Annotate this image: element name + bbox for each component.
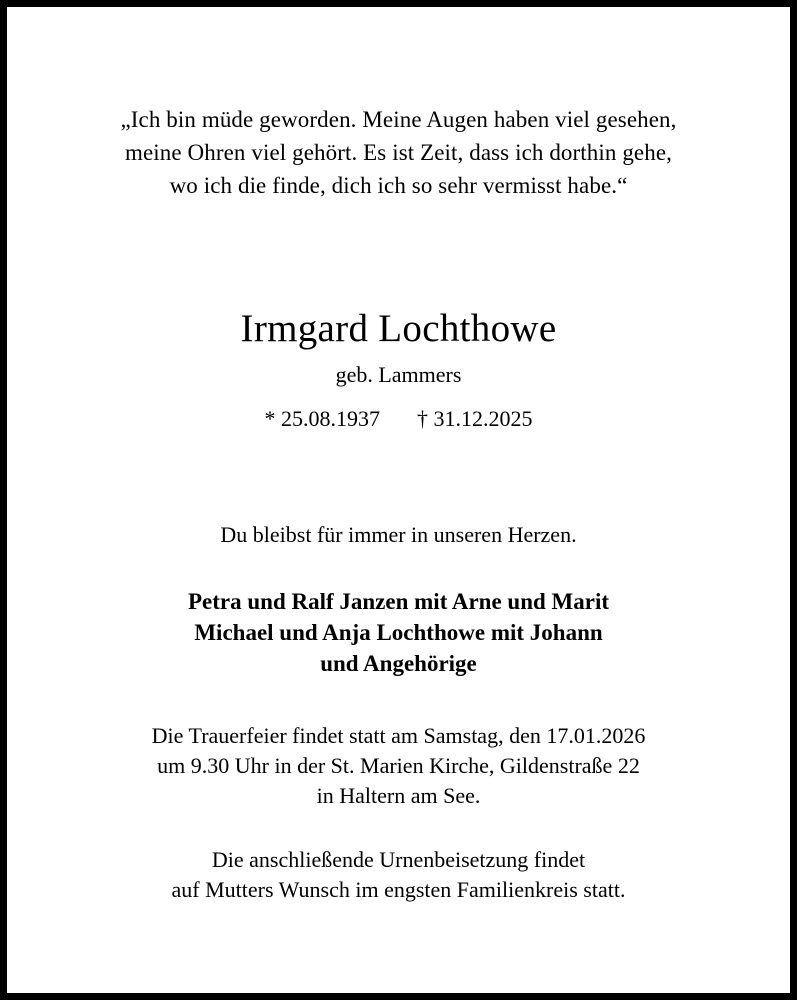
spacer-service	[63, 811, 734, 845]
memorial-line: Du bleibst für immer in unseren Herzen.	[220, 522, 577, 547]
burial-line-1: Die anschließende Urnenbeisetzung findet	[211, 847, 586, 872]
family-line-3: und Angehörige	[320, 651, 477, 676]
death-date: † 31.12.2025	[417, 406, 533, 431]
service-line-1: Die Trauerfeier findet statt am Samstag, den 17.01.2026	[151, 723, 646, 748]
quote-line-3: wo ich die finde, dich ich so sehr vermisst habe.“	[169, 173, 628, 198]
maiden-name: geb. Lammers	[335, 362, 462, 387]
family-line-1: Petra und Ralf Janzen mit Arne und Marit	[187, 589, 609, 614]
burial-details	[63, 845, 734, 905]
quote-line-1: „Ich bin müde geworden. Meine Augen haben viel gesehen,	[120, 107, 677, 132]
obituary-content	[7, 7, 790, 993]
deceased-name: Irmgard Lochthowe	[240, 307, 557, 350]
quote-block	[63, 103, 734, 202]
service-line-3: in Haltern am See.	[316, 783, 481, 808]
spacer-family	[63, 679, 734, 721]
burial-line-2: auf Mutters Wunsch im engsten Familienkreis statt.	[171, 877, 626, 902]
family-block	[63, 586, 734, 679]
quote-line-2: meine Ohren viel gehört. Es ist Zeit, dass ich dorthin gehe,	[124, 140, 672, 165]
spacer-dates	[63, 434, 734, 520]
spacer-quote	[63, 202, 734, 306]
service-line-2: um 9.30 Uhr in der St. Marien Kirche, Gildenstraße 22	[157, 753, 640, 778]
birth-date: * 25.08.1937	[264, 406, 380, 431]
family-line-2: Michael und Anja Lochthowe mit Johann	[194, 620, 603, 645]
spacer-memorial	[63, 550, 734, 586]
service-details	[63, 721, 734, 811]
life-dates	[63, 404, 734, 434]
